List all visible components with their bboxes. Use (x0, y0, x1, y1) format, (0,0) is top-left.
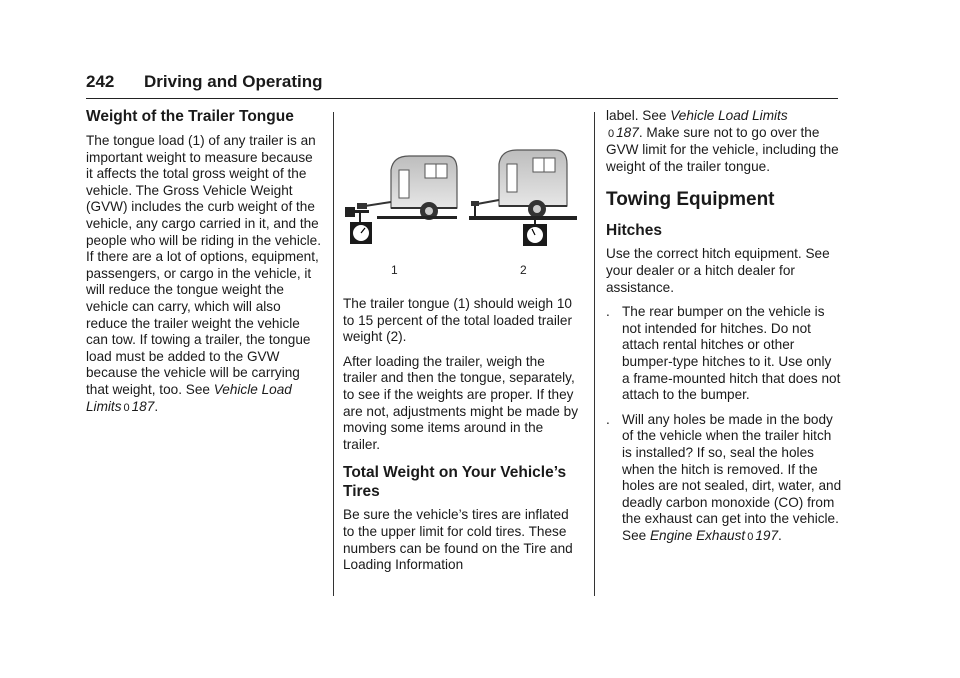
page-ref-arrow: 0 (747, 530, 754, 543)
trailer-scale-drawing (343, 136, 579, 286)
paragraph: The tongue load (1) of any trailer is an important weight to measure because it affects the total gross weight of the vehicle. The Gross Vehicle Weight (GVW) includes the curb weight of the vehicle, any cargo carried in it, and the people who will be riding in the vehicle. (86, 133, 322, 248)
page-header (86, 70, 838, 99)
paragraph: If there are a lot of options, equipment, passengers, or cargo in the vehicle, it will reduce the tongue weight the vehicle can carry, which will also reduce the trailer weight the vehicle can tow. If towing a trailer, the tongue load must be added to the GVW because the vehicle will be carrying that weight, too. See Vehicle Load Limits 0 187. (86, 249, 319, 414)
paragraph: After loading the trailer, weigh the trailer and then the tongue, separately, to see if the weights are proper. If they are not, adjustments might be made by moving some items around in the trailer. (343, 353, 578, 452)
link-page-187[interactable]: 187 (616, 124, 639, 140)
column-divider (594, 112, 595, 596)
section-title: Driving and Operating (144, 72, 323, 91)
bullet-mark: . (606, 411, 610, 427)
paragraph: label. See Vehicle Load Limits 0 187. Make sure not to go over the GVW limit for the vehicle, including the weight of the trailer tongue. (606, 108, 839, 174)
column-divider (333, 112, 334, 596)
bullet-mark: . (606, 304, 610, 320)
paragraph: The trailer tongue (1) should weigh 10 to 15 percent of the total loaded trailer weight (2). (343, 296, 572, 345)
link-vehicle-load-limits[interactable]: Vehicle Load Limits (86, 381, 292, 414)
column-1 (86, 108, 322, 424)
trailer-1 (345, 156, 457, 244)
link-page-197[interactable]: 197 (755, 527, 779, 543)
column-2 (343, 108, 579, 582)
heading-hitches: Hitches (606, 222, 662, 240)
page-ref-arrow: 0 (608, 127, 615, 140)
figure-label-1: 1 (391, 263, 398, 277)
page-ref-arrow: 0 (123, 401, 130, 414)
link-page-187[interactable]: 187 (131, 398, 155, 414)
column-3 (606, 108, 842, 553)
heading-towing-equipment: Towing Equipment (606, 189, 775, 211)
heading-total-weight-tires: Total Weight on Your Vehicle’s Tires (343, 464, 567, 501)
trailer-2 (469, 150, 577, 246)
bullet-list (606, 304, 842, 545)
link-engine-exhaust[interactable]: Engine Exhaust (649, 527, 746, 543)
link-vehicle-load-limits[interactable]: Vehicle Load Limits (670, 108, 788, 123)
figure-label-2: 2 (520, 263, 527, 277)
trailer-tongue-illustration (343, 136, 579, 286)
paragraph: Use the correct hitch equipment. See your dealer or a hitch dealer for assistance. (606, 246, 830, 295)
list-item: . Will any holes be made in the body of the vehicle when the trailer hitch is installed? If so, seal the holes when the hitch is removed. If the holes are not sealed, dirt, water, and deadly carbon monoxide (CO) from the exhaust can get into the vehicle. See Engine Exhaust 0 197. (606, 411, 842, 543)
page-number: 242 (86, 72, 115, 91)
list-item: . The rear bumper on the vehicle is not intended for hitches. Do not attach rental hitches or other bumper-type hitches to it. Use only a frame-mounted hitch that does not attach to the bumper. (606, 304, 841, 403)
paragraph: Be sure the vehicle’s tires are inflated to the upper limit for cold tires. These numbers can be found on the Tire and Loading Information (343, 507, 573, 573)
heading-tongue-weight: Weight of the Trailer Tongue (86, 108, 294, 125)
